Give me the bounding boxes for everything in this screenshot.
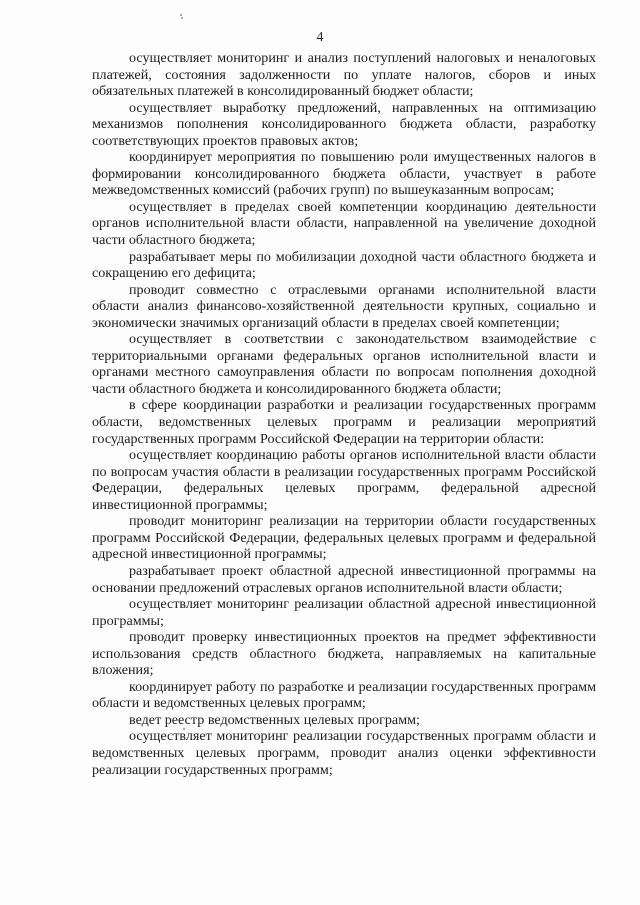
paragraph: осуществляет выработку предложений, направленных на оптимизацию механизмов пополнения консолидированного бюджета области, разработку соответствующих проектов правовых актов; [92, 99, 596, 149]
paragraph: проводит проверку инвестиционных проектов на предмет эффективности использования средств областного бюджета, направляемых на капитальные вложения; [92, 629, 596, 679]
paragraph: осуществляет в пределах своей компетенции координацию деятельности органов исполнительной власти области, направленной на увеличение доходной части областного бюджета; [92, 198, 596, 249]
paragraph: осуществляет в соответствии с законодательством взаимодействие с территориальными органами федеральных органов исполнительной власти и органами местного самоуправления области по вопросам пополнения доходной части областного бюджета и консолидированного бюджета области; [92, 331, 596, 397]
paragraph: проводит совместно с отраслевыми органами исполнительной власти области анализ финансово-хозяйственной деятельности крупных, социально и экономически значимых организаций области в пределах своей компетенции; [92, 281, 596, 331]
scan-speck [180, 14, 182, 16]
document-body [92, 50, 596, 778]
paragraph: осуществляет координацию работы органов исполнительной власти области по вопросам участия области в реализации государственных программ Российской Федерации, федеральных целевых программ, федеральной адресной инвестиционной программы; [92, 447, 596, 513]
paragraph: ведет реестр ведомственных целевых программ; [129, 711, 420, 728]
paragraph: осуществляет мониторинг реализации областной адресной инвестиционной программы; [92, 596, 596, 629]
paragraph: осуществляет мониторинг реализации государственных программ области и ведомственных целевых программ, проводит анализ оценки эффективности реализации государственных программ; [92, 728, 596, 778]
paragraph: координирует мероприятия по повышению роли имущественных налогов в формировании консолидированного бюджета области, участвует в работе межведомственных комиссий (рабочих групп) по вышеуказанным вопросам; [92, 149, 596, 199]
paragraph: в сфере координации разработки и реализации государственных программ области, ведомственных целевых программ и реализации мероприятий государственных программ Российской Федерации на территории области: [92, 397, 596, 447]
page-number: 4 [316, 30, 324, 45]
scan-speck [181, 17, 183, 19]
paragraph: осуществляет мониторинг и анализ поступлений налоговых и неналоговых платежей, состояния задолженности по уплате налогов, сборов и иных обязательных платежей в консолидированный бюджет области; [92, 50, 596, 100]
paragraph: проводит мониторинг реализации на территории области государственных программ Российской Федерации, федеральных целевых программ и федеральной адресной инвестиционной программы; [92, 513, 596, 563]
paragraph: разрабатывает проект областной адресной инвестиционной программы на основании предложений отраслевых органов исполнительной власти области; [92, 562, 596, 596]
paragraph: координирует работу по разработке и реализации государственных программ области и ведомственных целевых программ; [92, 678, 596, 712]
paragraph: разрабатывает меры по мобилизации доходной части областного бюджета и сокращению его дефицита; [92, 248, 596, 282]
